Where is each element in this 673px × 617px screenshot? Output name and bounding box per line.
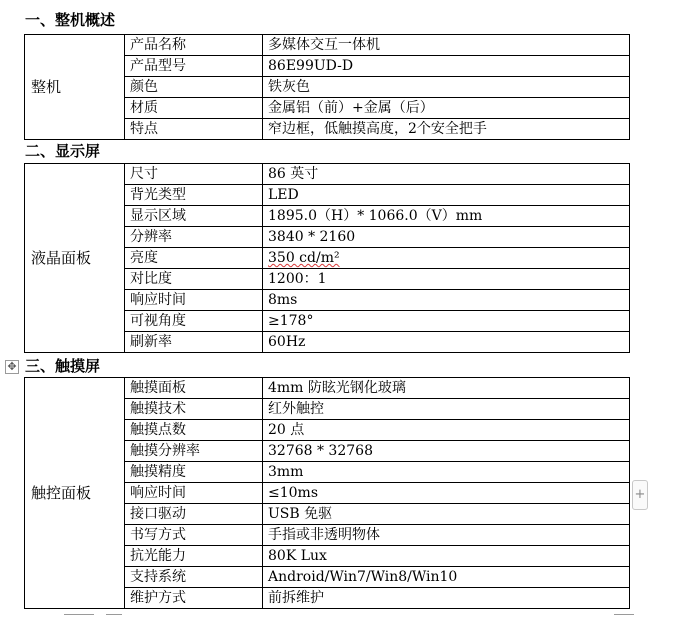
value-cell[interactable]: 1200：1 xyxy=(263,269,630,290)
value-cell[interactable]: LED xyxy=(263,185,630,206)
value-cell[interactable]: 86 英寸 xyxy=(263,164,630,185)
value-cell[interactable]: 红外触控 xyxy=(263,399,630,420)
label-cell[interactable]: 响应时间 xyxy=(125,483,263,504)
value-cell[interactable]: 3840 * 2160 xyxy=(263,227,630,248)
section-heading-display: 二、显示屏 xyxy=(25,142,101,160)
label-cell[interactable]: 刷新率 xyxy=(125,332,263,353)
spec-table-display xyxy=(24,163,630,353)
value-cell[interactable]: 8ms xyxy=(263,290,630,311)
table-row xyxy=(25,35,630,56)
value-cell[interactable]: Android/Win7/Win8/Win10 xyxy=(263,567,630,588)
label-cell[interactable]: 可视角度 xyxy=(125,311,263,332)
label-cell[interactable]: 维护方式 xyxy=(125,588,263,609)
group-cell[interactable]: 液晶面板 xyxy=(25,164,125,353)
label-cell[interactable]: 接口驱动 xyxy=(125,504,263,525)
spec-table-overview xyxy=(24,34,630,140)
section-heading-touch: 三、触摸屏 xyxy=(25,357,101,375)
plus-icon[interactable]: + xyxy=(632,480,648,510)
table-row xyxy=(25,164,630,185)
label-cell[interactable]: 产品名称 xyxy=(125,35,263,56)
label-cell[interactable]: 产品型号 xyxy=(125,56,263,77)
label-cell[interactable]: 背光类型 xyxy=(125,185,263,206)
value-cell[interactable]: 60Hz xyxy=(263,332,630,353)
label-cell[interactable]: 尺寸 xyxy=(125,164,263,185)
value-cell[interactable]: 4mm 防眩光钢化玻璃 xyxy=(263,378,630,399)
label-cell[interactable]: 触摸分辨率 xyxy=(125,441,263,462)
label-cell[interactable]: 抗光能力 xyxy=(125,546,263,567)
value-cell[interactable]: USB 免驱 xyxy=(263,504,630,525)
value-cell[interactable]: 窄边框，低触摸高度，2个安全把手 xyxy=(263,119,630,140)
label-cell[interactable]: 显示区域 xyxy=(125,206,263,227)
value-cell[interactable]: 3mm xyxy=(263,462,630,483)
value-cell[interactable]: 80K Lux xyxy=(263,546,630,567)
spec-table-touch xyxy=(24,377,630,609)
label-cell[interactable]: 颜色 xyxy=(125,77,263,98)
label-cell[interactable]: 触摸精度 xyxy=(125,462,263,483)
page-break-edge xyxy=(24,610,634,617)
page-edge-line xyxy=(614,614,634,615)
value-cell[interactable]: ≥178° xyxy=(263,311,630,332)
label-cell[interactable]: 亮度 xyxy=(125,248,263,269)
group-cell[interactable]: 触控面板 xyxy=(25,378,125,609)
value-cell[interactable]: ≤10ms xyxy=(263,483,630,504)
section-heading-overview: 一、整机概述 xyxy=(25,11,116,29)
value-cell[interactable]: 20 点 xyxy=(263,420,630,441)
table-row xyxy=(25,378,630,399)
brightness-value: 350 cd/m² xyxy=(268,250,340,266)
value-cell[interactable]: 前拆维护 xyxy=(263,588,630,609)
label-cell[interactable]: 材质 xyxy=(125,98,263,119)
value-cell[interactable]: 多媒体交互一体机 xyxy=(263,35,630,56)
label-cell[interactable]: 书写方式 xyxy=(125,525,263,546)
value-cell[interactable]: 手指或非透明物体 xyxy=(263,525,630,546)
value-cell[interactable]: 金属铝（前）+金属（后） xyxy=(263,98,630,119)
page-edge-line xyxy=(64,614,94,615)
label-cell[interactable]: 支持系统 xyxy=(125,567,263,588)
label-cell[interactable]: 响应时间 xyxy=(125,290,263,311)
label-cell[interactable]: 触摸点数 xyxy=(125,420,263,441)
page-edge-line xyxy=(106,614,122,615)
move-arrows-icon[interactable]: ✥ xyxy=(5,360,19,374)
label-cell[interactable]: 特点 xyxy=(125,119,263,140)
value-cell[interactable]: 32768 * 32768 xyxy=(263,441,630,462)
label-cell[interactable]: 对比度 xyxy=(125,269,263,290)
label-cell[interactable]: 分辨率 xyxy=(125,227,263,248)
value-cell[interactable] xyxy=(263,248,630,269)
group-cell[interactable]: 整机 xyxy=(25,35,125,140)
value-cell[interactable]: 铁灰色 xyxy=(263,77,630,98)
value-cell[interactable]: 86E99UD-D xyxy=(263,56,630,77)
label-cell[interactable]: 触摸面板 xyxy=(125,378,263,399)
value-cell[interactable]: 1895.0（H）* 1066.0（V）mm xyxy=(263,206,630,227)
label-cell[interactable]: 触摸技术 xyxy=(125,399,263,420)
